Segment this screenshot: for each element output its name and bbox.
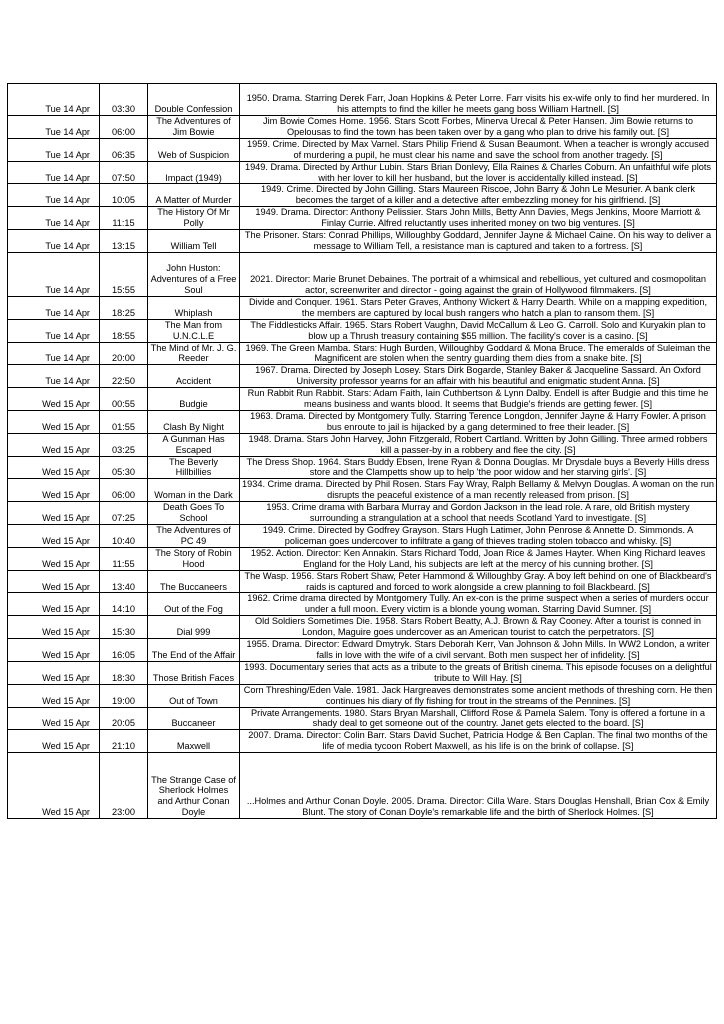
title-cell: Dial 999 [148,616,240,639]
description-cell: 1949. Drama. Directed by Arthur Lubin. Stars Brian Donlevy, Ella Raines & Charles Coburn. An unfaithful wife plots with her lover to kill her husband, but the lover is accidentally killed instead. [S] [240,161,717,184]
title-cell: Those British Faces [148,661,240,684]
time-cell: 15:30 [100,616,148,639]
schedule-row [8,570,717,593]
date-cell: Wed 15 Apr [8,684,100,707]
schedule-row [8,661,717,684]
date-cell: Wed 15 Apr [8,639,100,662]
date-cell: Tue 14 Apr [8,342,100,365]
date-cell: Wed 15 Apr [8,730,100,753]
description-cell: 1955. Drama. Director: Edward Dmytryk. Stars Deborah Kerr, Van Johnson & John Mills. In WW2 London, a writer falls in love with the wife of a civil servant. Both men suspect her of infidelity. [S] [240,639,717,662]
description-cell: 2007. Drama. Director: Colin Barr. Stars David Suchet, Patricia Hodge & Ben Caplan. The final two months of the life of media tycoon Robert Maxwell, as his life is on the brink of collapse. [S] [240,730,717,753]
time-cell: 11:15 [100,207,148,230]
schedule-row [8,456,717,479]
title-cell: Budgie [148,388,240,411]
description-cell: Run Rabbit Run Rabbit. Stars: Adam Faith, Iain Cuthbertson & Lynn Dalby. Endell is after Budgie and this time he means business and wants blood. It seems that Budgie's friends are getting fewer. [S] [240,388,717,411]
time-cell: 13:40 [100,570,148,593]
schedule-row [8,479,717,502]
description-cell: 2021. Director: Marie Brunet Debaines. The portrait of a whimsical and rebellious, yet cultured and cosmopolitan actor, screenwriter and director - going against the grain of Hollywood filmmakers. [S] [240,252,717,296]
schedule-row [8,639,717,662]
description-cell: The Fiddlesticks Affair. 1965. Stars Robert Vaughn, David McCallum & Leo G. Carroll. Solo and Kuryakin plan to blow up a Thrush treasury containing $55 million. The facility's cover is a casino. [S] [240,319,717,342]
title-cell: The Buccaneers [148,570,240,593]
description-cell: 1962. Crime drama directed by Montgomery Tully. An ex-con is the prime suspect when a series of murders occur under a full moon. Every victim is a blonde young woman. Starring David Sumner. [S] [240,593,717,616]
title-cell: The Adventures of Jim Bowie [148,116,240,139]
description-cell: 1969. The Green Mamba. Stars: Hugh Burden, Willoughby Goddard & Mona Bruce. The emeralds of Suleiman the Magnificent are stolen when the sentry guarding them dies from a snake bite. [S] [240,342,717,365]
time-cell: 18:25 [100,296,148,319]
description-cell: 1934. Crime drama. Directed by Phil Rosen. Stars Fay Wray, Ralph Bellamy & Melvyn Douglas. A woman on the run disrupts the peaceful existence of a man recently released from prison. [S] [240,479,717,502]
title-cell: Out of the Fog [148,593,240,616]
time-cell: 00:55 [100,388,148,411]
date-cell: Wed 15 Apr [8,502,100,525]
schedule-row [8,252,717,296]
time-cell: 01:55 [100,410,148,433]
title-cell: The Story of Robin Hood [148,547,240,570]
title-cell: Buccaneer [148,707,240,730]
schedule-row [8,207,717,230]
schedule-row [8,616,717,639]
description-cell: ...Holmes and Arthur Conan Doyle. 2005. Drama. Director: Cilla Ware. Stars Douglas Henshall, Brian Cox & Emily Blunt. The story of Conan Doyle's remarkable life and the birth of Sherlock Holmes. [S] [240,753,717,819]
schedule-row [8,525,717,548]
date-cell: Wed 15 Apr [8,525,100,548]
title-cell: Death Goes To School [148,502,240,525]
description-cell: 1967. Drama. Directed by Joseph Losey. Stars Dirk Bogarde, Stanley Baker & Jacqueline Sassard. An Oxford University professor yearns for an affair with his beautiful and enigmatic student Anna. [S] [240,365,717,388]
schedule-row [8,433,717,456]
title-cell: Accident [148,365,240,388]
description-cell: Jim Bowie Comes Home. 1956. Stars Scott Forbes, Minerva Urecal & Peter Hansen. Jim Bowie returns to Opelousas to find the town has been taken over by a gang who plan to drive his family out. [S] [240,116,717,139]
time-cell: 11:55 [100,547,148,570]
date-cell: Tue 14 Apr [8,319,100,342]
title-cell: Woman in the Dark [148,479,240,502]
schedule-row [8,502,717,525]
time-cell: 06:00 [100,479,148,502]
time-cell: 10:05 [100,184,148,207]
date-cell: Tue 14 Apr [8,161,100,184]
date-cell: Wed 15 Apr [8,388,100,411]
time-cell: 23:00 [100,753,148,819]
time-cell: 15:55 [100,252,148,296]
time-cell: 10:40 [100,525,148,548]
date-cell: Tue 14 Apr [8,230,100,253]
schedule-row [8,138,717,161]
date-cell: Wed 15 Apr [8,410,100,433]
date-cell: Tue 14 Apr [8,252,100,296]
time-cell: 22:50 [100,365,148,388]
date-cell: Wed 15 Apr [8,707,100,730]
time-cell: 18:55 [100,319,148,342]
schedule-row [8,296,717,319]
time-cell: 21:10 [100,730,148,753]
description-cell: The Wasp. 1956. Stars Robert Shaw, Peter Hammond & Willoughby Gray. A boy left behind on one of Blackbeard's raids is captured and forced to work alongside a crew planning to foil Blackbeard. [S] [240,570,717,593]
description-cell: Old Soldiers Sometimes Die. 1958. Stars Robert Beatty, A.J. Brown & Ray Cooney. After a tourist is conned in London, Maguire goes undercover as an American tourist to catch the perpetrators. [S] [240,616,717,639]
title-cell: The End of the Affair [148,639,240,662]
schedule-row [8,707,717,730]
time-cell: 06:35 [100,138,148,161]
description-cell: 1993. Documentary series that acts as a tribute to the greats of British cinema. This episode focuses on a delightful tribute to Will Hay. [S] [240,661,717,684]
schedule-row [8,365,717,388]
date-cell: Tue 14 Apr [8,138,100,161]
description-cell: Divide and Conquer. 1961. Stars Peter Graves, Anthony Wickert & Harry Dearth. While on a mapping expedition, the members are captured by local bush rangers who hatch a plan to ransom them. [S] [240,296,717,319]
title-cell: Whiplash [148,296,240,319]
schedule-row [8,547,717,570]
title-cell: The Mind of Mr. J. G. Reeder [148,342,240,365]
time-cell: 05:30 [100,456,148,479]
schedule-row [8,388,717,411]
schedule-row [8,410,717,433]
title-cell: The Adventures of PC 49 [148,525,240,548]
date-cell: Tue 14 Apr [8,207,100,230]
schedule-row [8,730,717,753]
date-cell: Tue 14 Apr [8,365,100,388]
time-cell: 07:25 [100,502,148,525]
description-cell: 1950. Drama. Starring Derek Farr, Joan Hopkins & Peter Lorre. Farr visits his ex-wife only to find her murdered. In his attempts to find the killer he meets gang boss William Hartnell. [S] [240,84,717,116]
schedule-row [8,342,717,365]
time-cell: 03:30 [100,84,148,116]
schedule-body [8,84,717,819]
title-cell: The Man from U.N.C.L.E [148,319,240,342]
schedule-row [8,161,717,184]
title-cell: A Matter of Murder [148,184,240,207]
date-cell: Wed 15 Apr [8,479,100,502]
description-cell: 1963. Drama. Directed by Montgomery Tully. Starring Terence Longdon, Jennifer Jayne & Harry Fowler. A prison bus enroute to jail is hijacked by a gang determined to free their leader. [S] [240,410,717,433]
title-cell: The Beverly Hillbillies [148,456,240,479]
time-cell: 14:10 [100,593,148,616]
title-cell: Clash By Night [148,410,240,433]
time-cell: 13:15 [100,230,148,253]
title-cell: William Tell [148,230,240,253]
description-cell: 1948. Drama. Stars John Harvey, John Fitzgerald, Robert Cartland. Written by John Gilling. Three armed robbers kill a passer-by in a robbery and flee the city. [S] [240,433,717,456]
title-cell: The History Of Mr Polly [148,207,240,230]
time-cell: 18:30 [100,661,148,684]
schedule-row [8,593,717,616]
time-cell: 20:00 [100,342,148,365]
time-cell: 16:05 [100,639,148,662]
description-cell: 1952. Action. Director: Ken Annakin. Stars Richard Todd, Joan Rice & James Hayter. When King Richard leaves England for the Holy Land, his subjects are left at the mercy of his cunning brother. [S] [240,547,717,570]
description-cell: 1949. Crime. Directed by Godfrey Grayson. Stars Hugh Latimer, John Penrose & Annette D. Simmonds. A policeman goes undercover to infiltrate a gang of thieves trading stolen tobacco and whisky. [S] [240,525,717,548]
date-cell: Wed 15 Apr [8,753,100,819]
title-cell: The Strange Case of Sherlock Holmes and Arthur Conan Doyle [148,753,240,819]
date-cell: Wed 15 Apr [8,570,100,593]
description-cell: 1949. Drama. Director: Anthony Pelissier. Stars John Mills, Betty Ann Davies, Megs Jenkins, Moore Marriott & Finlay Currie. Alfred reluctantly uses inherited money on two big ventures. [S] [240,207,717,230]
schedule-row [8,230,717,253]
title-cell: Web of Suspicion [148,138,240,161]
time-cell: 20:05 [100,707,148,730]
schedule-row [8,684,717,707]
schedule-row [8,753,717,819]
date-cell: Tue 14 Apr [8,116,100,139]
time-cell: 07:50 [100,161,148,184]
description-cell: The Dress Shop. 1964. Stars Buddy Ebsen, Irene Ryan & Donna Douglas. Mr Drysdale buys a Beverly Hills dress store and the Clampetts show up to help 'the poor widow and her starving girls'. [S] [240,456,717,479]
schedule-row [8,84,717,116]
date-cell: Wed 15 Apr [8,433,100,456]
schedule-table [7,83,717,819]
date-cell: Wed 15 Apr [8,661,100,684]
title-cell: John Huston: Adventures of a Free Soul [148,252,240,296]
title-cell: Impact (1949) [148,161,240,184]
schedule-row [8,319,717,342]
description-cell: Private Arrangements. 1980. Stars Bryan Marshall, Clifford Rose & Pamela Salem. Tony is offered a fortune in a shady deal to get someone out of the country. Janet gets elected to the board. [S] [240,707,717,730]
date-cell: Wed 15 Apr [8,456,100,479]
title-cell: Maxwell [148,730,240,753]
date-cell: Tue 14 Apr [8,296,100,319]
date-cell: Tue 14 Apr [8,184,100,207]
description-cell: 1959. Crime. Directed by Max Varnel. Stars Philip Friend & Susan Beaumont. When a teacher is wrongly accused of murdering a pupil, he must clear his name and save the school from another tragedy. [S] [240,138,717,161]
date-cell: Wed 15 Apr [8,616,100,639]
description-cell: The Prisoner. Stars: Conrad Phillips, Willoughby Goddard, Jennifer Jayne & Michael Caine. On his way to deliver a message to William Tell, a resistance man is captured and taken to a fortress. [S] [240,230,717,253]
title-cell: A Gunman Has Escaped [148,433,240,456]
date-cell: Tue 14 Apr [8,84,100,116]
description-cell: Corn Threshing/Eden Vale. 1981. Jack Hargreaves demonstrates some ancient methods of threshing corn. He then continues his diary of fly fishing for trout in the streams of the Pennines. [S] [240,684,717,707]
time-cell: 06:00 [100,116,148,139]
schedule-row [8,184,717,207]
time-cell: 03:25 [100,433,148,456]
description-cell: 1949. Crime. Directed by John Gilling. Stars Maureen Riscoe, John Barry & John Le Mesurier. A bank clerk becomes the target of a killer and a detective after embezzling money for his girlfriend. [S] [240,184,717,207]
description-cell: 1953. Crime drama with Barbara Murray and Gordon Jackson in the lead role. A rare, old British mystery surrounding a strangulation at a school that needs Scotland Yard to investigate. [S] [240,502,717,525]
date-cell: Wed 15 Apr [8,547,100,570]
time-cell: 19:00 [100,684,148,707]
schedule-row [8,116,717,139]
title-cell: Double Confession [148,84,240,116]
title-cell: Out of Town [148,684,240,707]
date-cell: Wed 15 Apr [8,593,100,616]
